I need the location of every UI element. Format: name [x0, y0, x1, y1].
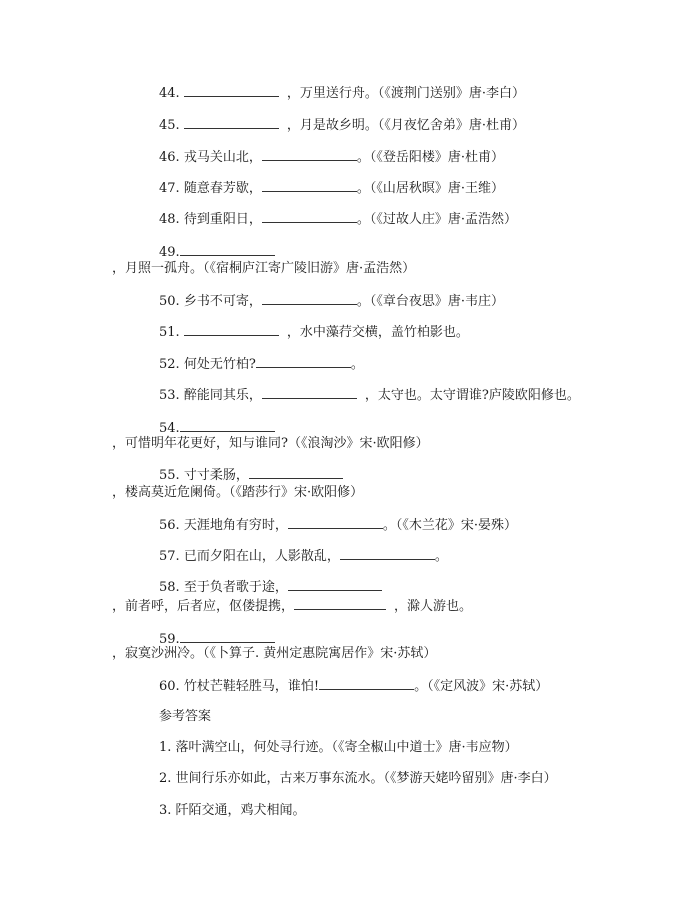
question-58	[159, 578, 382, 596]
fill-blank	[262, 210, 357, 223]
question-number: 52.	[159, 357, 180, 372]
answer-number: 1.	[159, 740, 172, 755]
question-text: ，前者呼，后者应，伛偻提携，	[112, 599, 295, 614]
question-54-continuation	[112, 436, 429, 452]
question-text: ，滁人游也。	[394, 599, 473, 614]
question-44	[159, 84, 525, 102]
heading-text: 参考答案	[159, 709, 212, 724]
answer-number: 3.	[159, 803, 172, 818]
question-text: 。	[434, 549, 448, 564]
question-number: 60.	[159, 679, 180, 694]
question-text: 。（《登岳阳楼》唐·杜甫）	[356, 150, 504, 165]
question-number: 46.	[159, 150, 180, 165]
question-prefix: 戎马关山北，	[183, 150, 262, 165]
question-51	[159, 323, 469, 341]
question-60	[159, 677, 548, 695]
question-text: ，月是故乡明。（《月夜忆舍弟》唐·杜甫）	[286, 118, 525, 133]
answer-3	[159, 803, 306, 819]
fill-blank	[340, 547, 435, 560]
question-49	[159, 243, 275, 261]
question-text: ，万里送行舟。（《渡荆门送别》唐·李白）	[286, 86, 525, 101]
question-55-continuation	[112, 485, 363, 501]
answer-text: 阡陌交通，鸡犬相闻。	[175, 803, 306, 818]
question-number: 44.	[159, 86, 180, 101]
question-prefix: 竹杖芒鞋轻胜马，谁怕!	[183, 679, 320, 694]
question-number: 47.	[159, 181, 180, 196]
question-number: 56.	[159, 518, 180, 533]
fill-blank	[184, 323, 279, 336]
question-number: 53.	[159, 388, 180, 403]
answer-text: 世间行乐亦如此，古来万事东流水。（《梦游天姥吟留别》唐·李白）	[175, 771, 557, 786]
fill-blank	[180, 419, 275, 432]
answer-number: 2.	[159, 771, 172, 786]
answers-heading	[159, 709, 211, 725]
question-prefix: 至于负者歌于途，	[183, 580, 288, 595]
fill-blank	[288, 516, 383, 529]
fill-blank	[294, 597, 386, 610]
question-59-continuation	[112, 646, 436, 662]
fill-blank	[180, 630, 275, 643]
question-number: 49.	[159, 245, 180, 260]
fill-blank	[288, 578, 382, 591]
question-58-continuation	[112, 597, 472, 615]
answer-1	[159, 740, 518, 756]
question-number: 50.	[159, 294, 180, 309]
question-text: ，可惜明年花更好，知与谁同?（《浪淘沙》宋·欧阳修）	[112, 436, 429, 451]
fill-blank	[256, 355, 351, 368]
question-prefix: 乡书不可寄，	[183, 294, 262, 309]
question-number: 45.	[159, 118, 180, 133]
question-number: 58.	[159, 580, 180, 595]
question-47	[159, 179, 504, 197]
question-55	[159, 466, 343, 484]
fill-blank	[262, 148, 357, 161]
question-prefix: 何处无竹柏?	[183, 357, 256, 372]
question-54	[159, 419, 275, 437]
question-text: ，水中藻荇交横，盖竹柏影也。	[286, 325, 469, 340]
question-text: ，月照一孤舟。（《宿桐庐江寄广陵旧游》唐·孟浩然）	[112, 261, 416, 276]
question-53	[159, 386, 580, 404]
answer-2	[159, 771, 557, 787]
question-50	[159, 292, 504, 310]
question-46	[159, 148, 504, 166]
question-prefix: 寸寸柔肠，	[183, 468, 249, 483]
question-text: 。（《山居秋暝》唐·王维）	[356, 181, 504, 196]
question-prefix: 待到重阳日，	[183, 212, 262, 227]
question-49-continuation	[112, 261, 415, 277]
question-number: 51.	[159, 325, 180, 340]
answer-text: 落叶满空山，何处寻行迹。（《寄全椒山中道士》唐·韦应物）	[175, 740, 518, 755]
question-text: ，太守也。太守谓谁?庐陵欧阳修也。	[364, 388, 580, 403]
question-45	[159, 116, 525, 134]
question-prefix: 天涯地角有穷时，	[183, 518, 288, 533]
question-text: 。（《木兰花》宋·晏殊）	[382, 518, 517, 533]
fill-blank	[319, 677, 414, 690]
fill-blank	[180, 243, 275, 256]
question-text: ，寂寞沙洲冷。（《卜算子. 黄州定惠院寓居作》宋·苏轼）	[112, 646, 437, 661]
fill-blank	[184, 116, 279, 129]
question-number: 48.	[159, 212, 180, 227]
question-text: 。（《过故人庄》唐·孟浩然）	[356, 212, 517, 227]
question-56	[159, 516, 517, 534]
fill-blank	[262, 386, 357, 399]
question-57	[159, 547, 448, 565]
question-number: 57.	[159, 549, 180, 564]
fill-blank	[249, 466, 343, 479]
question-number: 54.	[159, 421, 180, 436]
fill-blank	[262, 179, 357, 192]
question-number: 55.	[159, 468, 180, 483]
question-prefix: 醉能同其乐，	[183, 388, 262, 403]
question-48	[159, 210, 517, 228]
question-52	[159, 355, 364, 373]
fill-blank	[262, 292, 357, 305]
question-number: 59.	[159, 632, 180, 647]
question-text: 。（《定风波》宋·苏轼）	[414, 679, 549, 694]
fill-blank	[184, 84, 279, 97]
question-prefix: 已而夕阳在山，人影散乱，	[183, 549, 340, 564]
question-text: ，楼高莫近危阑倚。（《踏莎行》宋·欧阳修）	[112, 485, 364, 500]
question-text: 。（《章台夜思》唐·韦庄）	[356, 294, 504, 309]
question-prefix: 随意春芳歇，	[183, 181, 262, 196]
question-text: 。	[350, 357, 364, 372]
